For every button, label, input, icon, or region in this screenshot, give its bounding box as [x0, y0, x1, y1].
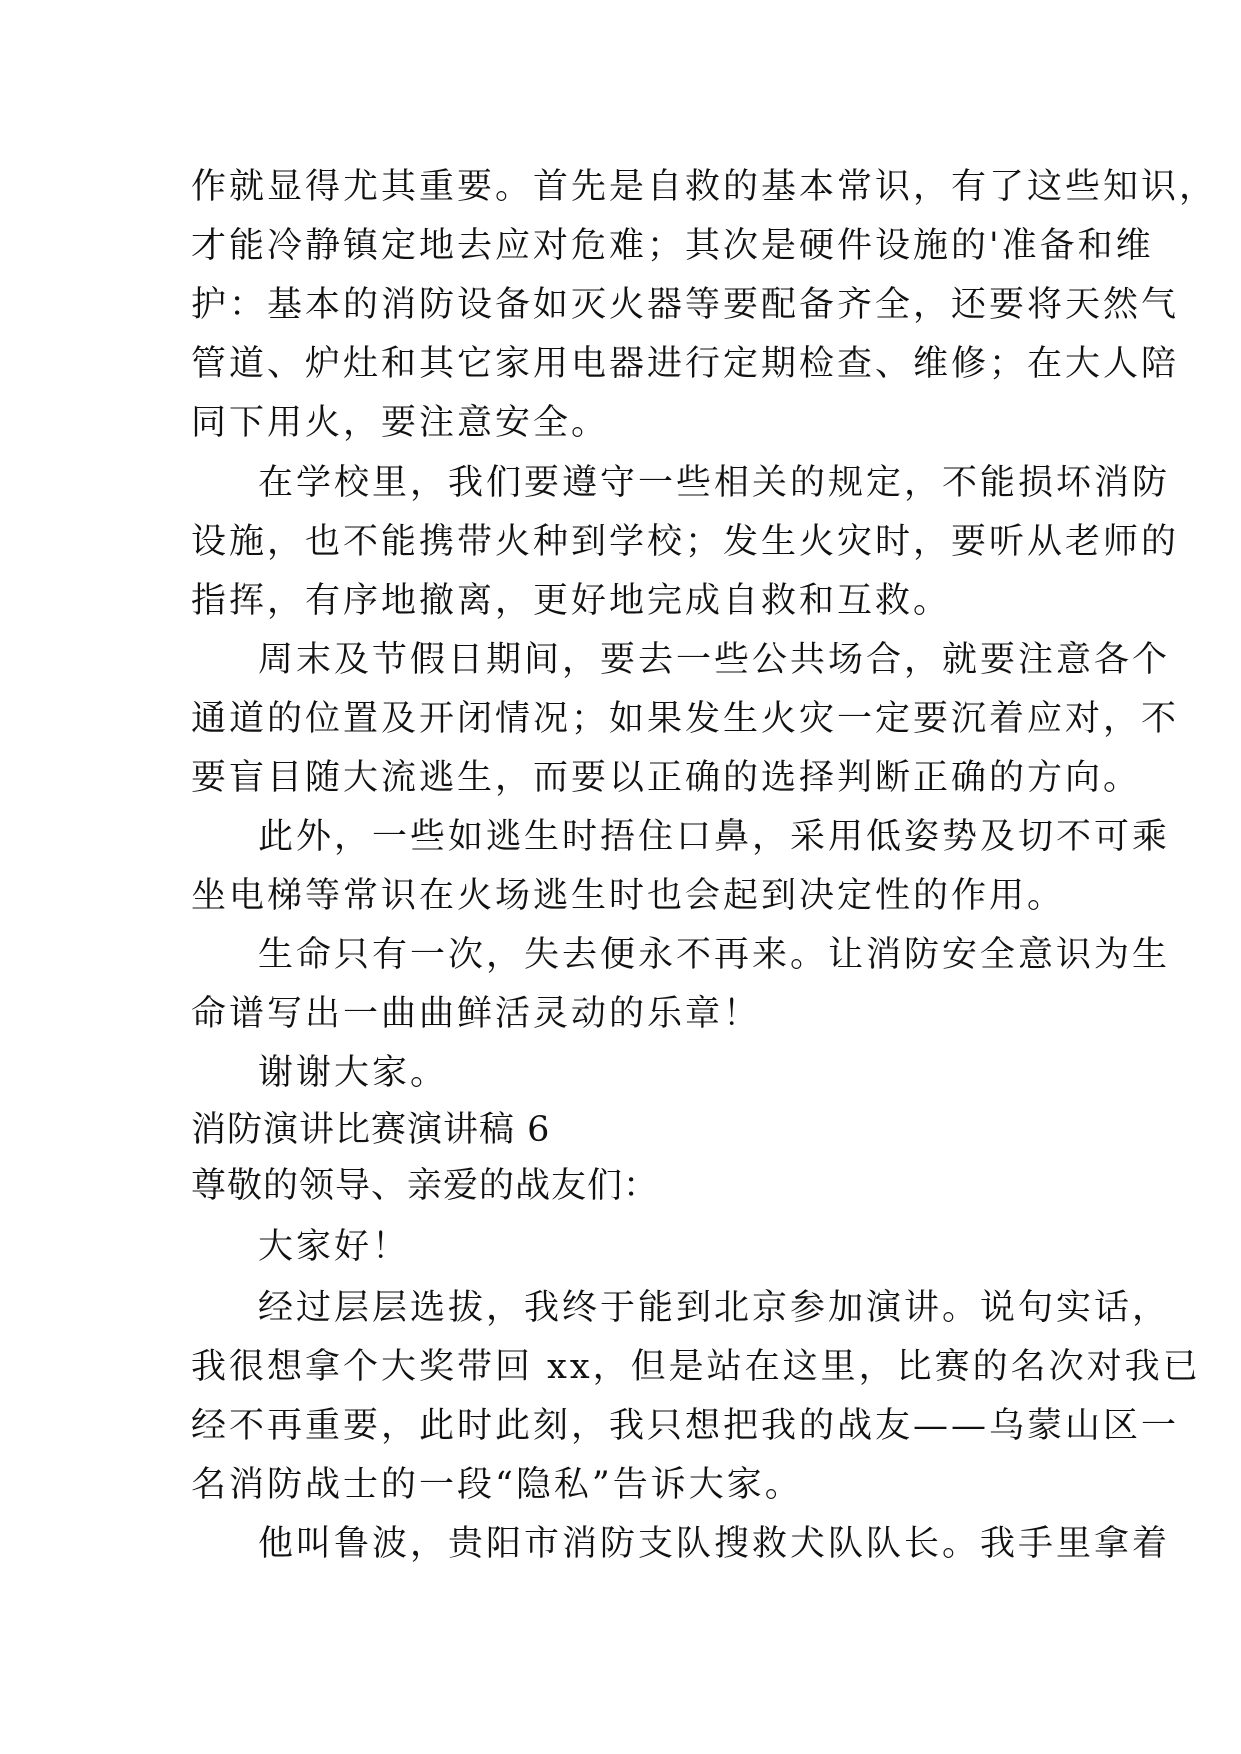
paragraph-line: 生命只有一次，失去便永不再来。让消防安全意识为生: [258, 935, 1171, 975]
paragraph-line: 在学校里，我们要遵守一些相关的规定，不能损坏消防: [258, 463, 1171, 503]
paragraph-line: 我很想拿个大奖带回 xx，但是站在这里，比赛的名次对我已: [191, 1347, 1201, 1387]
paragraph-line: 指挥，有序地撤离，更好地完成自救和互救。: [191, 581, 952, 621]
paragraph-line: 名消防战士的一段“隐私”告诉大家。: [191, 1465, 803, 1505]
paragraph-line: 同下用火，要注意安全。: [191, 403, 610, 443]
paragraph-line: 此外，一些如逃生时捂住口鼻，采用低姿势及切不可乘: [258, 817, 1171, 857]
paragraph-line: 谢谢大家。: [258, 1053, 449, 1093]
paragraph-line: 坐电梯等常识在火场逃生时也会起到决定性的作用。: [191, 876, 1066, 916]
paragraph-line: 他叫鲁波，贵阳市消防支队搜救犬队队长。我手里拿着: [258, 1524, 1171, 1564]
salutation: 尊敬的领导、亲爱的战友们：: [191, 1166, 660, 1206]
paragraph-line: 才能冷静镇定地去应对危难；其次是硬件设施的'准备和维: [191, 226, 1154, 266]
paragraph-line: 经过层层选拔，我终于能到北京参加演讲。说句实话，: [258, 1288, 1171, 1328]
paragraph-line: 大家好！: [258, 1227, 411, 1267]
paragraph-line: 要盲目随大流逃生，而要以正确的选择判断正确的方向。: [191, 758, 1142, 798]
paragraph-line: 通道的位置及开闭情况；如果发生火灾一定要沉着应对，不: [191, 699, 1180, 739]
paragraph-line: 经不再重要，此时此刻，我只想把我的战友——乌蒙山区一: [191, 1406, 1180, 1446]
section-heading: 消防演讲比赛演讲稿 6: [191, 1110, 551, 1150]
paragraph-line: 护：基本的消防设备如灭火器等要配备齐全，还要将天然气: [191, 285, 1180, 325]
paragraph-line: 周末及节假日期间，要去一些公共场合，就要注意各个: [258, 640, 1171, 680]
paragraph-line: 设施，也不能携带火种到学校；发生火灾时，要听从老师的: [191, 522, 1180, 562]
paragraph-line: 作就显得尤其重要。首先是自救的基本常识，有了这些知识，: [191, 167, 1218, 207]
paragraph-line: 命谱写出一曲曲鲜活灵动的乐章！: [191, 994, 762, 1034]
paragraph-line: 管道、炉灶和其它家用电器进行定期检查、维修；在大人陪: [191, 344, 1180, 384]
